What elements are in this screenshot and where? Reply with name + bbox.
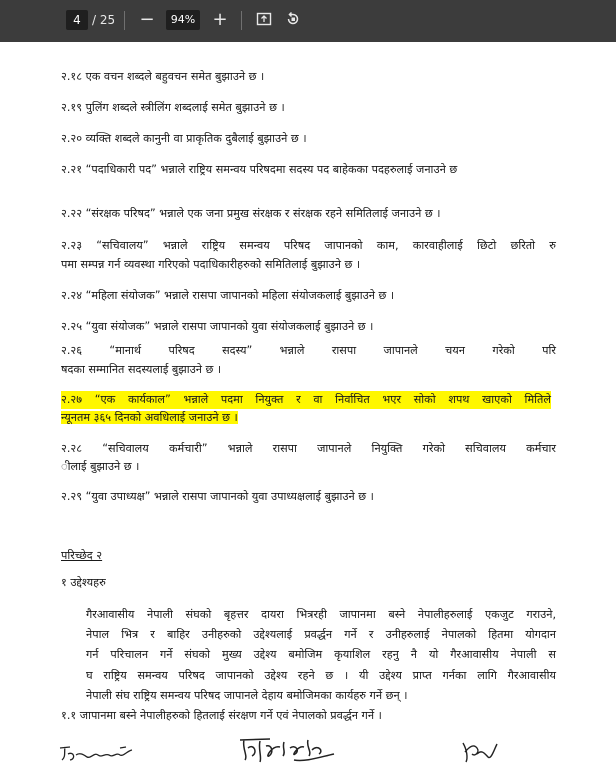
zoom-in-button[interactable]: + [212,9,228,30]
fit-page-icon [256,11,272,27]
section-objectives: १ उद्देश्यहरु [61,576,106,589]
page-number-input[interactable]: 4 [66,10,88,30]
highlight: न्यूनतम ३६५ दिनको अवधिलाई जनाउने छ । [61,411,238,424]
clause-2-27-line1 [61,391,551,409]
toolbar-divider [124,11,125,30]
clause-2-21: २.२१ “पदाधिकारी पद” भन्नाले राष्ट्रिय समन्वय परिषदमा सदस्य पद बाहेकका पदहरुलाई जनाउने छ [61,163,458,176]
objective-paragraph [86,605,556,706]
paragraph-line: गर्न परिचालन गर्ने संघको मुख्य उद्देश्य बमोजिम कृयाशिल रहनु नै यो गैरआवासीय नेपाली स [86,648,556,662]
clause-2-19: २.१९ पुलिंग शब्दले स्त्रीलिंग शब्दलाई समेत बुझाउने छ । [61,101,285,114]
toolbar-divider [241,11,242,30]
document-page [0,42,616,768]
clause-2-22: २.२२ “संरक्षक परिषद” भन्नाले एक जना प्रमुख संरक्षक र संरक्षक रहने समितिलाई जनाउने छ । [61,207,441,220]
clause-2-28-line1: २.२८ “सचिवालय कर्मचारी” भन्नाले रासपा जापानले नियुक्ति गरेको सचिवालय कर्मचार [61,442,556,455]
clause-2-18: २.१८ एक वचन शब्दले बहुवचन समेत बुझाउने छ । [61,70,265,83]
signature-1 [56,738,140,768]
page-total: / 25 [92,13,116,27]
chapter-heading: परिच्छेद २ [61,549,103,562]
clause-2-28-line2: ीलाई बुझाउने छ । [61,460,140,473]
clause-2-29: २.२९ “युवा उपाध्यक्ष” भन्नाले रासपा जापानको युवा उपाध्यक्षलाई बुझाउने छ । [61,490,374,503]
paragraph-line: घ राष्ट्रिय समन्वय परिषद जापानको उद्देश्य रहने छ । यी उद्देश्य प्राप्त गर्नका लागि गैरआवासीय [86,668,556,682]
paragraph-line: नेपाली संघ राष्ट्रिय समन्वय परिषद जापानले देहाय बमोजिमका कार्यहरु गर्ने छन् । [86,688,408,702]
rotate-icon [285,11,301,27]
clause-2-23-line2: पमा सम्पन्न गर्न व्यवस्था गरिएको पदाधिकारीहरुको समितिलाई बुझाउने छ । [61,258,361,271]
clause-2-27-line2 [61,409,556,427]
clause-2-26-line1: २.२६ “मानार्थ परिषद सदस्य” भन्नाले रासपा जापानले चयन गरेको परि [61,344,556,357]
rotate-button[interactable] [282,9,304,31]
paragraph-line: नेपाल भित्र र बाहिर उनीहरुको उद्देश्यलाई प्रवर्द्धन गर्ने र उनीहरुलाई नेपालको हितमा योगदान [86,628,556,642]
clause-2-26-line2: षदका सम्मानित सदस्यलाई बुझाउने छ । [61,363,222,376]
signature-3 [460,736,500,766]
highlight: २.२७ “एक कार्यकाल” भन्नाले पदमा नियुक्त र वा निर्वाचित भएर सोको शपथ खाएको मितिले [61,391,551,409]
zoom-out-button[interactable]: − [139,9,155,30]
clause-2-23-line1: २.२३ “सचिवालय” भन्नाले राष्ट्रिय समन्वय परिषद जापानको काम, कारवाहीलाई छिटो छरितो रु [61,239,556,252]
clause-2-20: २.२० व्यक्ति शब्दले कानुनी वा प्राकृतिक दुबैलाई बुझाउने छ । [61,132,307,145]
fit-page-button[interactable] [253,9,275,31]
pdf-toolbar [0,0,616,42]
zoom-level-input[interactable]: 94% [166,10,200,30]
signature-2 [234,732,338,768]
clause-1-1: १.१ जापानमा बस्ने नेपालीहरुको हितलाई संरक्षण गर्ने एवं नेपालको प्रवर्द्धन गर्ने । [61,709,382,722]
paragraph-line: गैरआवासीय नेपाली संघको बृहत्तर दायरा भित्ररही जापानमा बस्ने नेपालीहरुलाई एकजुट गराउने, [86,608,556,621]
clause-2-25: २.२५ “युवा संयोजक” भन्नाले रासपा जापानको युवा संयोजकलाई बुझाउने छ । [61,320,374,333]
clause-2-24: २.२४ “महिला संयोजक” भन्नाले रासपा जापानको महिला संयोजकलाई बुझाउने छ । [61,289,395,302]
